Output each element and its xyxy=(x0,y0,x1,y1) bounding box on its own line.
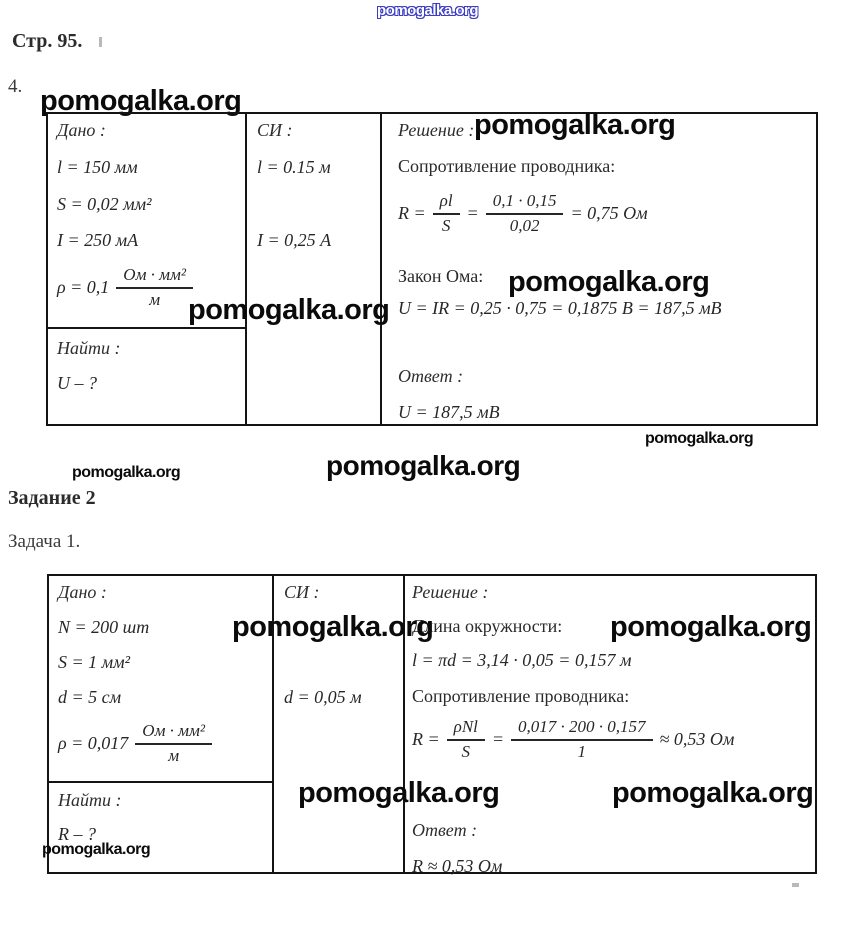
fraction-numerator: ρl xyxy=(433,192,460,215)
fraction-numerator: Ом · мм² xyxy=(116,266,193,289)
rho-fraction xyxy=(135,722,212,765)
formula-lhs: R = xyxy=(398,203,426,224)
fraction-denominator: 0,02 xyxy=(509,215,540,235)
section-heading: Задание 2 xyxy=(8,487,96,509)
find-header: Найти : xyxy=(57,338,121,358)
si-line: l = 0.15 м xyxy=(257,157,331,177)
scan-artifact xyxy=(792,883,799,887)
watermark: pomogalka.org xyxy=(645,430,754,447)
table-1-given-find-divider xyxy=(46,327,247,329)
find-line: U – ? xyxy=(57,373,97,393)
equals-sign: = xyxy=(491,729,505,750)
given-line: l = 150 мм xyxy=(57,157,138,177)
scan-artifact xyxy=(99,37,102,47)
si-line: d = 0,05 м xyxy=(284,687,362,707)
watermark: pomogalka.org xyxy=(298,777,500,809)
solution-header: Решение : xyxy=(398,120,475,140)
si-header: СИ : xyxy=(257,120,293,140)
solution-step-label: Сопротивление проводника: xyxy=(412,686,630,706)
watermark: pomogalka.org xyxy=(612,777,814,809)
given-line: I = 250 мА xyxy=(57,230,139,250)
formula-result: ≈ 0,53 Ом xyxy=(659,729,735,750)
given-line: S = 0,02 мм² xyxy=(57,194,152,214)
given-rho-line xyxy=(57,266,193,309)
table-2-given-find-divider xyxy=(47,781,274,783)
given-rho-line xyxy=(58,722,212,765)
watermark: pomogalka.org xyxy=(474,109,676,141)
watermark: pomogalka.org xyxy=(188,294,390,326)
formula-fraction xyxy=(447,718,485,761)
fraction-denominator: м xyxy=(168,745,180,765)
resistance-formula xyxy=(412,718,734,761)
fraction-denominator: S xyxy=(441,215,451,235)
ohm-law-line: U = IR = 0,25 · 0,75 = 0,1875 В = 187,5 мВ xyxy=(398,298,722,318)
page-heading: Стр. 95. xyxy=(12,30,83,52)
solution-step-label: Сопротивление проводника: xyxy=(398,156,616,176)
task-heading: Задача 1. xyxy=(8,531,81,552)
find-line: R – ? xyxy=(58,824,96,844)
table-1-divider-1 xyxy=(245,112,247,426)
solution-step-label: Длина окружности: xyxy=(412,616,563,636)
solution-header: Решение : xyxy=(412,582,489,602)
fraction-numerator: 0,017 · 200 · 0,157 xyxy=(511,718,653,741)
solution-step-label: Закон Ома: xyxy=(398,266,484,286)
watermark: pomogalka.org xyxy=(42,841,151,858)
given-line: d = 5 см xyxy=(58,687,122,707)
formula-result: = 0,75 Ом xyxy=(570,203,648,224)
fraction-denominator: S xyxy=(461,741,471,761)
find-header: Найти : xyxy=(58,790,122,810)
watermark: pomogalka.org xyxy=(610,611,812,643)
rho-lhs: ρ = 0,017 xyxy=(58,733,129,754)
formula-fraction xyxy=(511,718,653,761)
si-line: I = 0,25 А xyxy=(257,230,332,250)
watermark: pomogalka.org xyxy=(72,464,181,481)
given-header: Дано : xyxy=(58,582,107,602)
answer-line: R ≈ 0,53 Ом xyxy=(412,856,503,876)
formula-fraction xyxy=(433,192,460,235)
formula-lhs: R = xyxy=(412,729,440,750)
resistance-formula xyxy=(398,192,648,235)
given-line: N = 200 шт xyxy=(58,617,150,637)
answer-header: Ответ : xyxy=(412,820,478,840)
watermark: pomogalka.org xyxy=(508,266,710,298)
formula-fraction xyxy=(486,192,564,235)
rho-fraction xyxy=(116,266,193,309)
rho-lhs: ρ = 0,1 xyxy=(57,277,110,298)
answer-line: U = 187,5 мВ xyxy=(398,402,500,422)
fraction-numerator: Ом · мм² xyxy=(135,722,212,745)
watermark: pomogalka.org xyxy=(40,85,242,117)
fraction-numerator: 0,1 · 0,15 xyxy=(486,192,564,215)
si-header: СИ : xyxy=(284,582,320,602)
answer-header: Ответ : xyxy=(398,366,464,386)
given-header: Дано : xyxy=(57,120,106,140)
problem-number: 4. xyxy=(8,76,23,97)
fraction-denominator: 1 xyxy=(577,741,587,761)
watermark: pomogalka.org xyxy=(326,450,521,481)
watermark: pomogalka.org xyxy=(377,2,479,19)
table-1-divider-2 xyxy=(380,112,382,426)
fraction-numerator: ρNl xyxy=(447,718,485,741)
equals-sign: = xyxy=(466,203,479,224)
circumference-line: l = πd = 3,14 · 0,05 = 0,157 м xyxy=(412,650,632,670)
given-line: S = 1 мм² xyxy=(58,652,131,672)
watermark: pomogalka.org xyxy=(232,611,434,643)
fraction-denominator: м xyxy=(149,289,161,309)
